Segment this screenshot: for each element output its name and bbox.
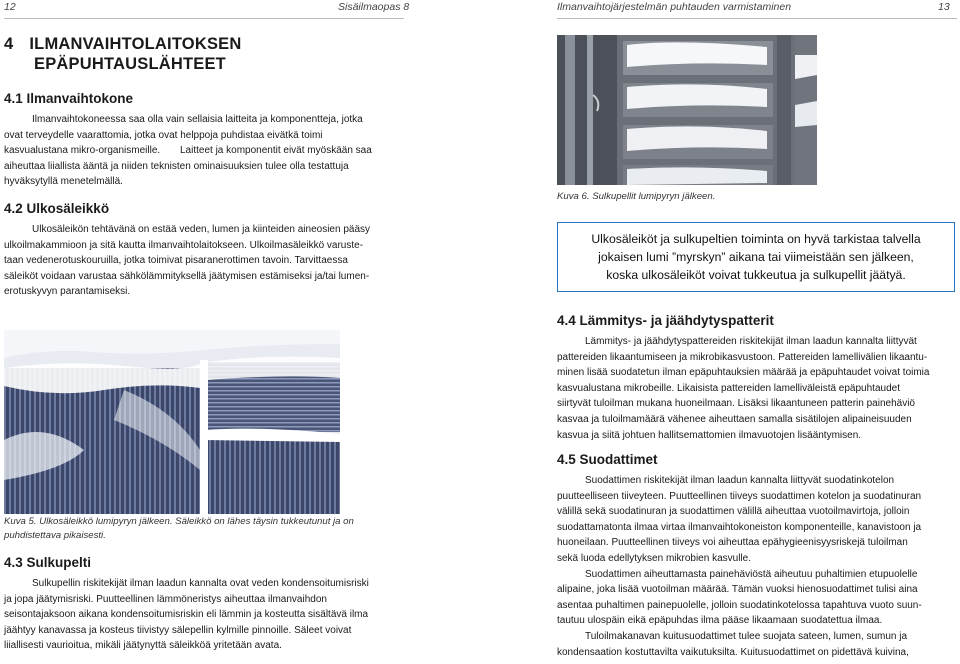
chapter-title-line1: ILMANVAIHTOLAITOKSEN [29, 35, 242, 53]
paragraph-line: puutteelliseen tiiveyteen. Puutteellinen tiiveys suodattimen kotelon ja suodatinuran [557, 490, 922, 502]
figure-5-photo [4, 330, 340, 514]
right-page-number: 13 [938, 1, 950, 13]
paragraph-line: minen lisää suodatetun ilman epäpuhtauksien määrää ja epäpuhtaudet voivat toimia [557, 367, 930, 379]
paragraph-line: ulkoilmakammioon ja sitä kautta ilmanvaihtolaitokseen. Ulkoilmasäleikkö varuste- [4, 239, 364, 251]
paragraph-line: kasvualustana mikro-organismeille. [4, 145, 161, 157]
figure-6-caption: Kuva 6. Sulkupellit lumipyryn jälkeen. [557, 191, 716, 202]
paragraph-line: taan vedenerotuskouruilla, jotka toimivat pisaranerottimen tavoin. Tarvittaessa [4, 255, 348, 267]
paragraph-line: asentaa puhaltimen painepuolelle, jolloin suodatinkotelossa tapahtuva vuoto suun- [557, 599, 922, 611]
paragraph-line: liiallisesti vaurioitua, mikäli jäätynyttä säleikköä yritetään avata. [4, 640, 282, 652]
paragraph-line: seisontajaksoon aikana kondensoitumisriskin eli lämmin ja kosteutta sisältävä ilma [4, 609, 369, 621]
paragraph-line: jäähtyy kanavassa ja kosteus tiivistyy sälepellin kylmille pinnoille. Säleet voivat [4, 624, 352, 636]
paragraph-line: ja jopa jäätymisriski. Puutteellinen lämmöneristys aiheuttaa ilmanvaihdon [4, 593, 327, 605]
left-header-rule [4, 18, 404, 19]
paragraph-line: kasvualustana mikrobeille. Likaisista pattereiden lamelliväleistä epäpuhtaudet [557, 382, 900, 394]
section-4-3-body [4, 576, 404, 654]
left-running-title: Sisäilmaopas 8 [338, 1, 410, 13]
right-header-rule [557, 18, 957, 19]
section-4-2-body [4, 222, 404, 300]
section-4-4-body [557, 334, 957, 443]
caption-line: Kuva 5. Ulkosäleikkö lumipyryn jälkeen. Säleikkö on lähes täysin tukkeutunut ja on [4, 516, 354, 527]
caption-line: puhdistettava pikaisesti. [4, 529, 106, 541]
paragraph-line: Suodattimen riskitekijät ilman laadun kannalta liittyvät suodatinkotelon [585, 475, 895, 486]
paragraph-line: Ilmanvaihtokoneessa saa olla vain sellaisia laitteita ja komponentteja, jotka [32, 114, 363, 125]
section-4-5-heading: 4.5 Suodattimet [557, 452, 658, 467]
paragraph-line: siirtyvät tuloilman mukana huoneilmaan. Lisäksi likaantuneen patterin painehäviö [557, 398, 915, 410]
paragraph-line: kasvaa ja tuloilmamäärä vähenee aiheuttaen samalla sisätilojen alipaineisuuden [557, 413, 912, 425]
paragraph-line: pattereiden likaantumiseen ja mikrobikasvustoon. Pattereiden lamellivälien likaantu- [557, 351, 928, 363]
callout-line: jokaisen lumi ”myrskyn” aikana tai viimeistään sen jälkeen, [598, 250, 914, 264]
paragraph-line: suodattamatonta ilmaa virtaa ilmanvaihtokoneiston komponenteille, kanavistoon ja [557, 521, 922, 533]
paragraph-line: Laitteet ja komponentit eivät myöskään saa [180, 145, 372, 157]
callout-line: Ulkosäleiköt ja sulkupeltien toiminta on hyvä tarkistaa talvella [591, 232, 921, 246]
paragraph-line: Lämmitys- ja jäähdytyspattereiden riskitekijät ilman laadun kannalta liittyvät [585, 336, 917, 347]
paragraph-line: hyväksytyllä menetelmällä. [4, 176, 123, 188]
paragraph-line: välillä sekä suodatinuran ja suodattimen välillä aiheuttaa vuotoilmavirtoja, jolloin [557, 506, 910, 518]
paragraph-line: säleiköt voidaan varustaa sähkölämmityksellä jäätymisen estämiseksi ja/tai lumen- [4, 270, 370, 282]
section-4-2-heading: 4.2 Ulkosäleikkö [4, 201, 110, 216]
paragraph-line: sekä luoda edellytyksen mikrobien kasvulle. [557, 552, 751, 564]
paragraph-line: Sulkupellin riskitekijät ilman laadun kannalta ovat veden kondensoitumisriski [32, 578, 369, 589]
paragraph-line: huoneilaan. Puutteellinen tiiveys voi aiheuttaa epähygieenisyysriskejä tuloilman [557, 537, 908, 549]
paragraph-line: ovat terveydelle vaarattomia, jotka ovat helppoja puhdistaa eivätkä toimi [4, 129, 323, 141]
frozen-dampers-illustration [557, 35, 817, 185]
paragraph-line: Tuloilmakanavan kuitusuodattimet tulee suojata sateen, lumen, sumun ja [585, 630, 908, 642]
figure-6-photo [557, 35, 817, 185]
callout-box [557, 222, 955, 292]
left-page-number: 12 [4, 1, 16, 13]
paragraph-line: kondensaation kostuttavilta vaikutuksilta. Kuitusuodattimet on pidettävä kuivina, [557, 646, 909, 658]
section-4-1-heading: 4.1 Ilmanvaihtokone [4, 91, 134, 106]
section-4-5-body [557, 473, 957, 660]
paragraph-line: erotuskyvyn parantamiseksi. [4, 286, 131, 298]
paragraph-line: Ulkosäleikön tehtävänä on estää veden, lumen ja kiinteiden aineosien pääsy [32, 224, 371, 235]
paragraph-line: tautuu ulospäin eikä epäpuhdas ilma pääse likaamaan suodatettua ilmaa. [557, 615, 883, 627]
callout-line: koska ulkosäleiköt voivat tukkeutua ja sulkupellit jäätyä. [606, 268, 906, 282]
right-running-title: Ilmanvaihtojärjestelmän puhtauden varmistaminen [557, 1, 792, 13]
section-4-1-body [4, 112, 404, 190]
paragraph-line: kasvua ja siitä johtuen hallitsemattomien ilmavuotojen lisääntymisen. [557, 429, 862, 441]
paragraph-line: alipaine, joka lisää vuotoilman määrää. Tämän vuoksi hienosuodattimet tulisi aina [557, 584, 918, 596]
snow-grille-illustration [4, 330, 340, 514]
chapter-title-line2: EPÄPUHTAUSLÄHTEET [34, 55, 226, 73]
section-4-4-heading: 4.4 Lämmitys- ja jäähdytyspatterit [557, 313, 774, 328]
chapter-title [4, 34, 241, 74]
chapter-number: 4 [4, 35, 14, 53]
section-4-3-heading: 4.3 Sulkupelti [4, 555, 92, 570]
paragraph-line: Suodattimen aiheuttamasta painehäviöstä aiheutuu puhaltimien etupuolelle [585, 568, 918, 580]
figure-5-caption [4, 515, 404, 542]
paragraph-line: aiheuttaa liiallista ääntä ja niiden teknisten ominaisuuksien tulee olla testattuja [4, 160, 349, 172]
